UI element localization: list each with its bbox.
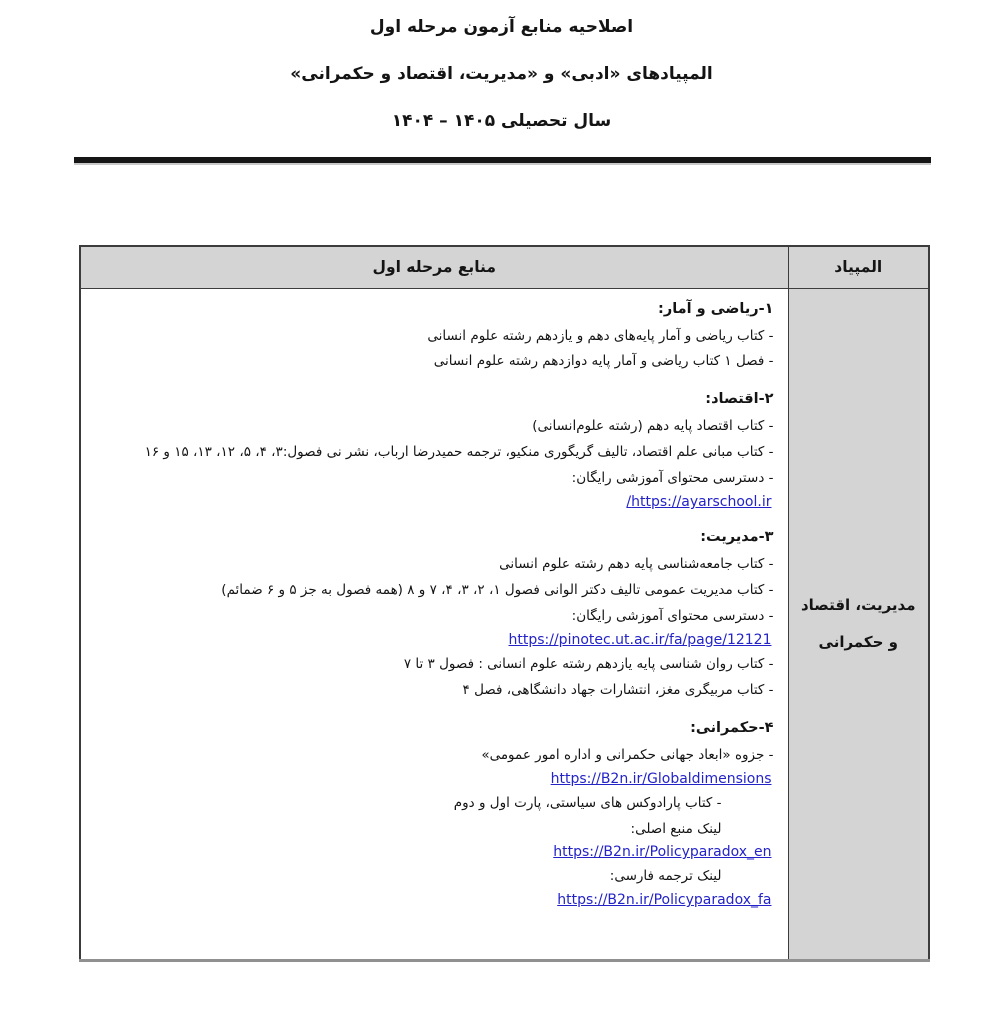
sources-table xyxy=(79,245,930,962)
olympiad-name-cell: مدیریت، اقتصاد و حکمرانی xyxy=(788,288,929,960)
section-title: ۳-مدیریت: xyxy=(700,529,774,546)
source-item: - فصل ۱ کتاب ریاضی و آمار پایه دوازدهم رشته علوم انسانی xyxy=(433,353,774,370)
doc-title-line1: اصلاحیه منابع آزمون مرحله اول xyxy=(369,17,634,37)
source-item: - جزوه «ابعاد جهانی حکمرانی و اداره امور عمومی» xyxy=(481,746,774,763)
source-link[interactable]: https://B2n.ir/Globaldimensions xyxy=(550,770,772,787)
section-1 xyxy=(91,301,774,373)
source-item: - دسترسی محتوای آموزشی رایگان: xyxy=(571,470,774,487)
source-item: - کتاب مربیگری مغز، انتشارات جهاد دانشگاهی، فصل ۴ xyxy=(462,681,774,698)
document-header xyxy=(0,0,1003,132)
doc-title-line2: المپیادهای «ادبی» و «مدیریت، اقتصاد و حکمرانی» xyxy=(290,64,713,84)
source-item: - کتاب جامعه‌شناسی پایه دهم رشته علوم انسانی xyxy=(499,556,774,573)
source-item: - کتاب اقتصاد پایه دهم (رشته علوم‌انسانی) xyxy=(532,418,774,435)
source-link[interactable]: https://ayarschool.ir/ xyxy=(626,494,772,511)
source-link[interactable]: https://B2n.ir/Policyparadox_fa xyxy=(557,892,772,909)
source-item: لینک منبع اصلی: xyxy=(630,820,722,837)
source-link[interactable]: https://pinotec.ut.ac.ir/fa/page/12121 xyxy=(508,631,772,648)
source-item: لینک ترجمه فارسی: xyxy=(609,868,722,885)
source-link[interactable]: https://B2n.ir/Policyparadox_en xyxy=(553,844,772,861)
doc-title-line3: سال تحصیلی ۱۴۰۵ – ۱۴۰۴ xyxy=(391,111,612,131)
section-title: ۱-ریاضی و آمار: xyxy=(658,300,774,317)
section-title: ۴-حکمرانی: xyxy=(690,719,774,736)
sources-column-header: منابع مرحله اول xyxy=(80,246,788,288)
source-item: - کتاب مدیریت عمومی تالیف دکتر الوانی فصول ۱، ۲، ۳، ۴، ۷ و ۸ (همه فصول به جز ۵ و ۶ ضمائم) xyxy=(221,582,774,599)
table-header-row xyxy=(80,246,929,288)
olympiad-column-header: المپیاد xyxy=(788,246,929,288)
source-item: - دسترسی محتوای آموزشی رایگان: xyxy=(571,607,774,624)
source-item: - کتاب روان شناسی پایه یازدهم رشته علوم انسانی : فصول ۳ تا ۷ xyxy=(403,655,774,672)
sources-cell xyxy=(80,288,788,960)
table-body-row xyxy=(80,288,929,960)
section-4 xyxy=(91,720,774,909)
section-title: ۲-اقتصاد: xyxy=(705,391,774,408)
source-item: - کتاب مبانی علم اقتصاد، تالیف گریگوری منکیو، ترجمه حمیدرضا ارباب، نشر نی فصول:۳، ۴، ۵، ۱۲، ۱۳، ۱۵ و ۱۶ xyxy=(144,444,774,461)
horizontal-rule xyxy=(74,157,931,165)
source-item: - کتاب ریاضی و آمار پایه‌های دهم و یازدهم رشته علوم انسانی xyxy=(427,327,774,344)
source-item: - کتاب پارادوکس های سیاستی، پارت اول و دوم xyxy=(453,794,722,811)
section-2 xyxy=(91,391,774,510)
section-3 xyxy=(91,529,774,701)
